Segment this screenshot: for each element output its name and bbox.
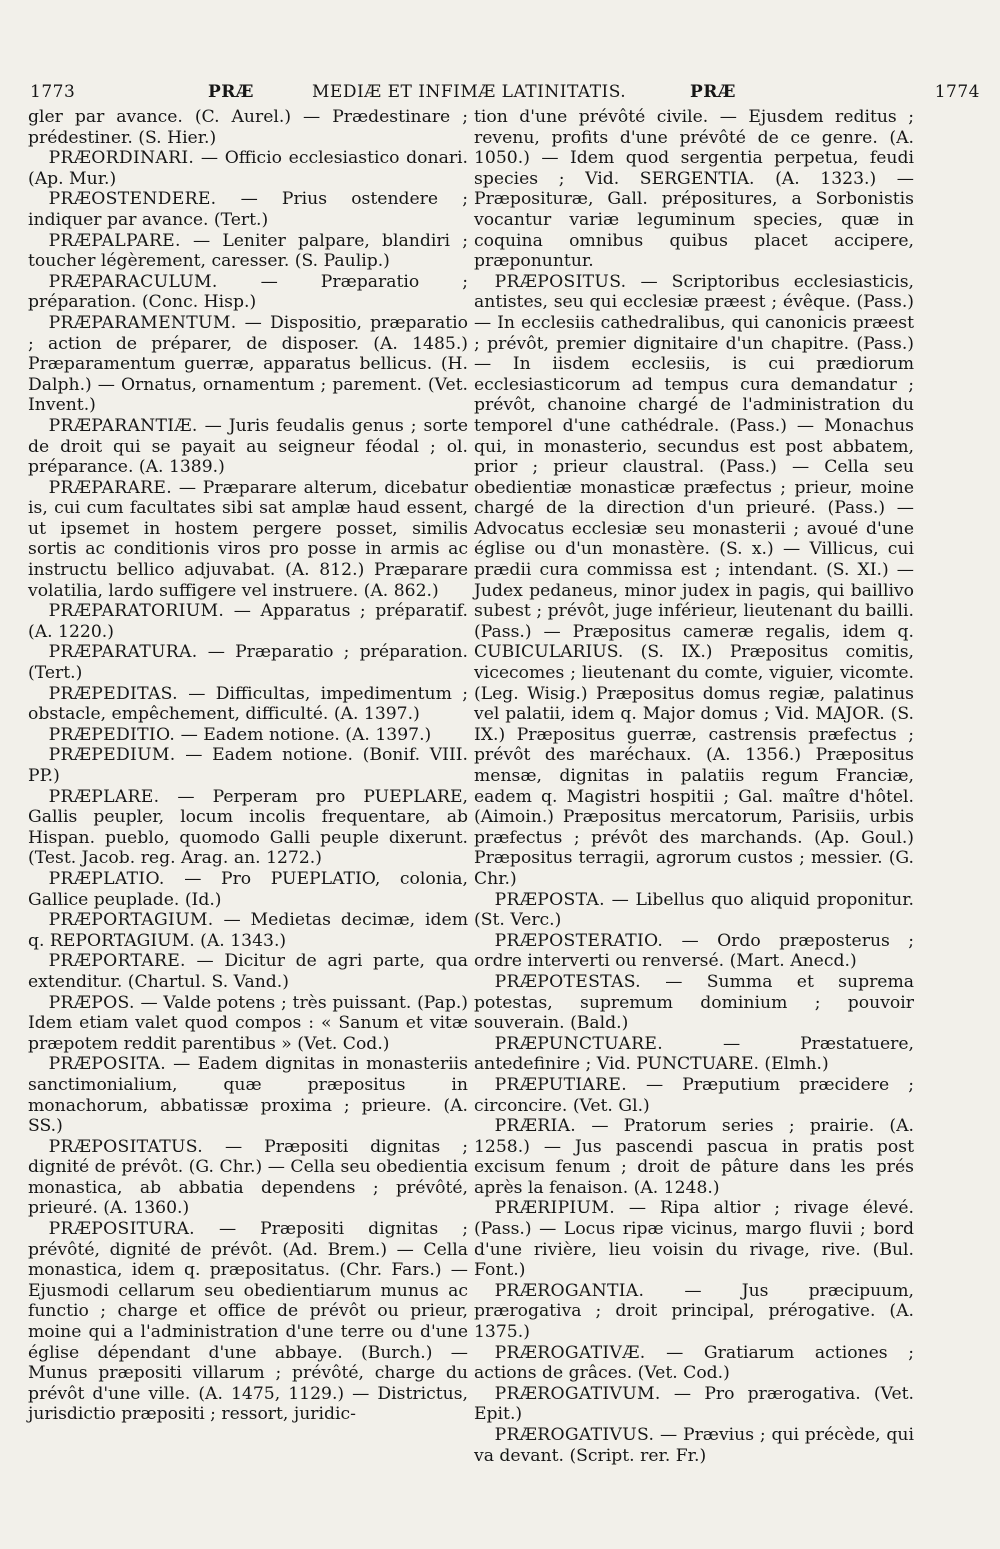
- dictionary-entry: [28, 787, 468, 869]
- entry-headword: PRÆPOTESTAS.: [494, 971, 641, 992]
- entry-headword: PRÆPLARE.: [48, 786, 160, 807]
- dictionary-entry: [474, 1425, 914, 1466]
- dictionary-entry: [28, 272, 468, 313]
- dictionary-entry: [474, 1281, 914, 1343]
- dictionary-entry: [28, 189, 468, 230]
- entry-definition: — Pratorum series ; prairie. (A. 1258.) — Jus pascendi pascua in pratis post excisum fenum ; droit de pâture dans les prés après la fenaison. (A. 1248.): [474, 1116, 915, 1198]
- entry-headword: PRÆPOSITA.: [48, 1054, 166, 1075]
- entry-definition: — Dispositio, præparatio ; action de préparer, de disposer. (A. 1485.) Præparamentum guerræ, apparatus bellicus. (H. Dalph.) — Ornatus, ornamentum ; parement. (Vet. Invent.): [28, 312, 468, 416]
- entry-headword: PRÆPEDIUM.: [48, 745, 176, 766]
- entry-headword: PRÆRIA.: [494, 1116, 577, 1137]
- entry-definition: — Perperam pro PUEPLARE, Gallis peupler, locum incolis frequentare, ab Hispan. pueblo, quomodo Galli peuple dixerunt. (Test. Jacob. reg. Arag. an. 1272.): [28, 786, 468, 869]
- dictionary-entry: [474, 890, 914, 931]
- dictionary-entry: [474, 1034, 914, 1075]
- entry-definition: — Pro prærogativa. (Vet. Epit.): [474, 1383, 914, 1425]
- dictionary-entry: [28, 416, 468, 478]
- entry-headword: PRÆPOSITURA.: [48, 1219, 195, 1240]
- dictionary-entry: [474, 1343, 914, 1384]
- dictionary-entry: [474, 1116, 914, 1198]
- entry-headword: PRÆPOS.: [48, 992, 135, 1013]
- entry-headword: PRÆPOSITATUS.: [48, 1136, 204, 1157]
- entry-headword: PRÆPEDITIO.: [48, 724, 176, 745]
- entry-headword: PRÆPALPARE.: [48, 230, 181, 251]
- right-column: [474, 107, 914, 1529]
- entry-headword: PRÆROGATIVUS.: [494, 1425, 655, 1445]
- entry-headword: PRÆPUTIARE.: [494, 1074, 627, 1095]
- dictionary-entry: [28, 478, 468, 602]
- entry-definition: — Summa et suprema potestas, supremum dominium ; pouvoir souverain. (Bald.): [474, 971, 914, 1034]
- entry-definition: — Gratiarum actiones ; actions de grâces. (Vet. Cod.): [474, 1342, 915, 1384]
- dictionary-entry: [28, 231, 468, 272]
- entry-definition: tion d'une prévôté civile. — Ejusdem reditus ; revenu, profits d'une prévôté de ce genre. (A. 1050.) — Idem quod sergentia perpetua, feudi species ; Vid. SERGENTIA. (A. 1323.) — Præposituræ, Gall. prépositures, a Sorbonistis vocantur variæ leguminum species, quæ in coquina omnibus quibus placet accipere, præponuntur.: [474, 107, 914, 272]
- dictionary-entry: [474, 107, 914, 272]
- entry-definition: — Præpositi dignitas ; dignité de prévôt. (G. Chr.) — Cella seu obedientia monastica, ab abbatia dependens ; prévôté, prieuré. (A. 1360.): [28, 1136, 468, 1219]
- entry-definition: — Eadem dignitas in monasteriis sanctimonialium, quæ præpositus in monachorum, abbatissæ proxima ; prieure. (A. SS.): [28, 1054, 468, 1137]
- left-column: [28, 107, 468, 1529]
- dictionary-entry: [28, 951, 468, 992]
- dictionary-entry: [474, 272, 914, 890]
- dictionary-entry: [28, 1219, 468, 1425]
- entry-headword: PRÆPUNCTUARE.: [494, 1033, 663, 1054]
- dictionary-entry: [474, 1384, 914, 1425]
- entry-headword: PRÆPARAMENTUM.: [48, 312, 237, 333]
- entry-headword: PRÆROGATIVÆ.: [494, 1342, 646, 1363]
- entry-definition: — Juris feudalis genus ; sorte de droit qui se payait au seigneur féodal ; ol. préparance. (A. 1389.): [28, 415, 468, 478]
- dictionary-entry: [28, 148, 468, 189]
- entry-definition: — Apparatus ; préparatif. (A. 1220.): [28, 601, 468, 642]
- entry-definition: — Jus præcipuum, prærogativa ; droit principal, prérogative. (A. 1375.): [474, 1280, 915, 1343]
- entry-definition: — Libellus quo aliquid proponitur. (St. Verc.): [474, 889, 914, 931]
- entry-headword: PRÆPARACULUM.: [48, 271, 218, 292]
- entry-headword: PRÆPARARE.: [48, 477, 173, 498]
- left-page-number: 1773: [30, 82, 76, 102]
- entry-definition: — Præstatuere, antedefinire ; Vid. PUNCTUARE. (Elmh.): [474, 1033, 914, 1075]
- page-title: MEDIÆ ET INFIMÆ LATINITATIS.: [312, 82, 627, 102]
- dictionary-entry: [474, 931, 914, 972]
- right-guide-word: PRÆ: [690, 82, 736, 102]
- entry-headword: PRÆROGATIVUM.: [494, 1383, 661, 1404]
- entry-definition: — Præparare alterum, dicebatur is, cui cum facultates sibi sat amplæ haud essent, ut ipsemet in hostem pergere posset, similis sortis ac conditionis viros pro posse in armis ac instructu bellico adjuvabat. (A. 812.) Præparare volatilia, lardo suffigere vel instruere. (A. 862.): [28, 477, 468, 601]
- entry-headword: PRÆPLATIO.: [48, 868, 165, 889]
- entry-definition: — Valde potens ; très puissant. (Pap.) Idem etiam valet quod compos : « Sanum et vitæ præpotem reddit parentibus » (Vet. Cod.): [28, 992, 468, 1054]
- entry-headword: PRÆPARATURA.: [48, 642, 198, 663]
- dictionary-entry: [474, 972, 914, 1034]
- entry-definition: — Medietas decimæ, idem q. REPORTAGIUM. (A. 1343.): [28, 910, 468, 951]
- dictionary-entry: [474, 1198, 914, 1280]
- entry-definition: — Eadem notione. (Bonif. VIII. PP.): [28, 745, 469, 786]
- left-guide-word: PRÆ: [208, 82, 254, 102]
- running-header: [30, 76, 980, 110]
- entry-definition: — Leniter palpare, blandiri ; toucher légèrement, caresser. (S. Paulip.): [28, 230, 468, 272]
- dictionary-entry: [28, 993, 468, 1055]
- entry-headword: PRÆPOSTERATIO.: [494, 930, 664, 951]
- right-page-number: 1774: [934, 82, 980, 102]
- entry-definition: — Prius ostendere ; indiquer par avance. (Tert.): [28, 189, 468, 230]
- dictionary-entry: [474, 1075, 914, 1116]
- entry-headword: PRÆPARATORIUM.: [48, 601, 225, 622]
- entry-headword: PRÆPARANTIÆ.: [48, 415, 198, 436]
- entry-headword: PRÆPORTAGIUM.: [48, 910, 214, 931]
- dictionary-entry: [28, 107, 468, 148]
- dictionary-entry: [28, 1137, 468, 1219]
- entry-headword: PRÆORDINARI.: [48, 148, 195, 169]
- entry-headword: PRÆOSTENDERE.: [48, 189, 217, 210]
- entry-definition: — Dicitur de agri parte, qua extenditur. (Chartul. S. Vand.): [28, 951, 468, 992]
- entry-headword: PRÆPORTARE.: [48, 951, 186, 972]
- entry-definition: — Præpositi dignitas ; prévôté, dignité de prévôt. (Ad. Brem.) — Cella monastica, idem q. præpositatus. (Chr. Fars.) — Ejusmodi cellarum seu obedientiarum munus ac functio ; charge et office de prévôt ou prieur, moine qui a l'administration d'une terre ou d'une église dépendant d'une abbaye. (Burch.) — Munus præpositi villarum ; prévôté, charge du prévôt d'une ville. (A. 1475, 1129.) — Districtus, jurisdictio præpositi ; ressort, juridic-: [28, 1219, 468, 1425]
- entry-definition: — Officio ecclesiastico donari. (Ap. Mur.): [28, 148, 469, 189]
- entry-definition: — Ordo præposterus ; ordre interverti ou renversé. (Mart. Anecd.): [474, 930, 914, 972]
- dictionary-entry: [28, 725, 468, 746]
- entry-headword: PRÆRIPIUM.: [494, 1198, 615, 1219]
- dictionary-entry: [28, 313, 468, 416]
- entry-headword: PRÆPEDITAS.: [48, 683, 178, 704]
- entry-headword: PRÆPOSTA.: [494, 889, 605, 910]
- dictionary-entry: [28, 1054, 468, 1136]
- dictionary-entry: [28, 910, 468, 951]
- entry-definition: gler par avance. (C. Aurel.) — Prædestinare ; prédestiner. (S. Hier.): [28, 107, 468, 148]
- entry-definition: — Prævius ; qui précède, qui va devant. (Script. rer. Fr.): [474, 1425, 914, 1466]
- entry-headword: PRÆROGANTIA.: [494, 1280, 645, 1301]
- entry-definition: — Præputium præcidere ; circoncire. (Vet. Gl.): [474, 1074, 914, 1116]
- entry-definition: — Pro PUEPLATIO, colonia, Gallice peuplade. (Id.): [28, 868, 468, 910]
- entry-definition: — Scriptoribus ecclesiasticis, antistes, seu qui ecclesiæ præest ; évêque. (Pass.) — In ecclesiis cathedralibus, qui canonicis præest ; prévôt, premier dignitaire d'un chapitre. (Pass.) — In iisdem ecclesiis, is cui prædiorum ecclesiasticorum ad tempus cura demandatur ; prévôt, chanoine chargé de l'administration du temporel d'une cathédrale. (Pass.) — Monachus qui, in monasterio, secundus est post abbatem, prior ; prieur claustral. (Pass.) — Cella seu obedientiæ monasticæ præfectus ; prieur, moine chargé de la direction d'un prieuré. (Pass.) — Advocatus ecclesiæ seu monasterii ; avoué d'une église ou d'un monastère. (S. x.) — Villicus, cui prædii cura commissa est ; intendant. (S. XI.) — Judex pedaneus, minor judex in pagis, qui baillivo subest ; prévôt, juge inférieur, lieutenant du bailli. (Pass.) — Præpositus cameræ regalis, idem q. CUBICULARIUS. (S. IX.) Præpositus comitis, vicecomes ; lieutenant du comte, viguier, vicomte. (Leg. Wisig.) Præpositus domus regiæ, palatinus vel palatii, idem q. Major domus ; Vid. MAJOR. (S. IX.) Præpositus guerræ, castrensis præfectus ; prévôt des maréchaux. (A. 1356.) Præpositus mensæ, dignitas in palatiis regum Franciæ, eadem q. Magistri hospitii ; Gal. maître d'hôtel. (Aimoin.) Præpositus mercatorum, Parisiis, urbis præfectus ; prévôt des marchands. (Ap. Goul.) Præpositus terragii, agrorum custos ; messier. (G. Chr.): [474, 271, 914, 889]
- dictionary-entry: [28, 642, 468, 683]
- dictionary-entry: [28, 869, 468, 910]
- entry-definition: — Præparatio ; préparation. (Tert.): [28, 642, 469, 684]
- dictionary-entry: [28, 601, 468, 642]
- dictionary-entry: [28, 745, 468, 786]
- entry-definition: — Difficultas, impedimentum ; obstacle, empêchement, difficulté. (A. 1397.): [28, 683, 468, 725]
- entry-headword: PRÆPOSITUS.: [494, 271, 627, 292]
- entry-definition: — Præparatio ; préparation. (Conc. Hisp.): [28, 271, 468, 313]
- dictionary-entry: [28, 684, 468, 725]
- entry-definition: — Eadem notione. (A. 1397.): [180, 724, 432, 745]
- entry-definition: — Ripa altior ; rivage élevé. (Pass.) — Locus ripæ vicinus, margo fluvii ; bord d'une rivière, lieu voisin du rivage, rive. (Bul. Font.): [474, 1198, 914, 1281]
